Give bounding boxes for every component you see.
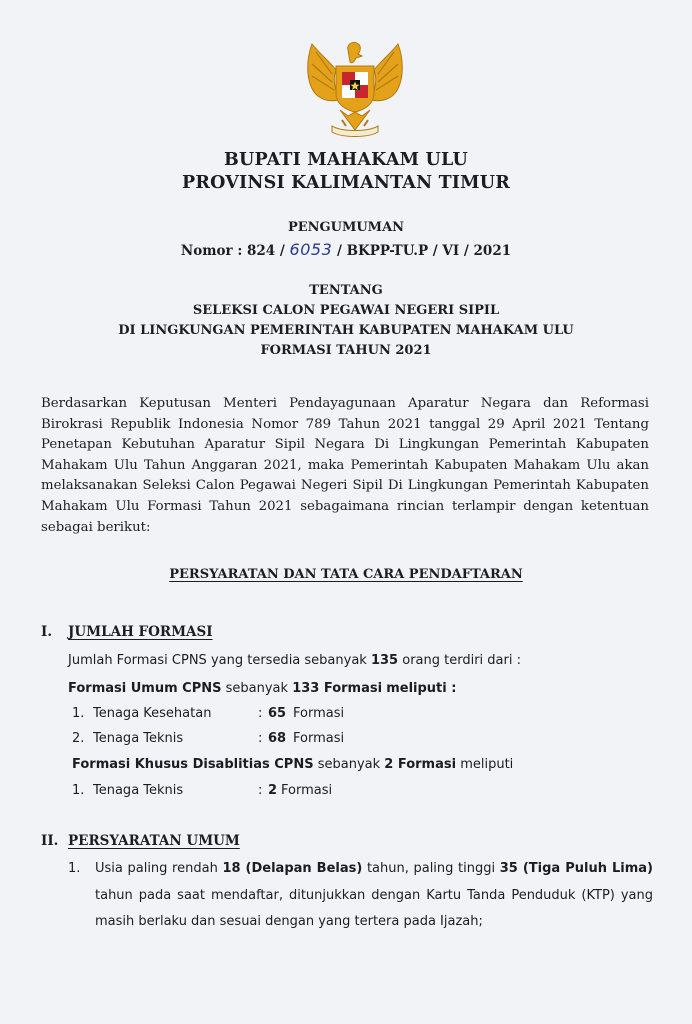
formasi-umum-line: Formasi Umum CPNS sebanyak 133 Formasi meliputi : bbox=[68, 681, 457, 696]
province-title: PROVINSI KALIMANTAN TIMUR bbox=[182, 173, 510, 193]
announcement-number bbox=[0, 240, 692, 259]
regent-title: BUPATI MAHAKAM ULU bbox=[224, 150, 468, 170]
announcement-label: PENGUMUMAN bbox=[287, 220, 405, 235]
garuda-emblem-icon bbox=[302, 40, 408, 142]
subject-line-3: FORMASI TAHUN 2021 bbox=[260, 343, 432, 358]
subject-tentang: TENTANG bbox=[309, 283, 383, 298]
subject-line-1: SELEKSI CALON PEGAWAI NEGERI SIPIL bbox=[192, 303, 500, 318]
subject-line-2: DI LINGKUNGAN PEMERINTAH KABUPATEN MAHAKAM ULU bbox=[118, 323, 574, 338]
formasi-intro: Jumlah Formasi CPNS yang tersedia sebanyak 135 orang terdiri dari : bbox=[68, 653, 521, 668]
section-1-title: JUMLAH FORMASI bbox=[68, 624, 213, 640]
section-2-numeral: II. bbox=[41, 833, 59, 849]
handwritten-number: 6053 bbox=[289, 240, 333, 259]
requirements-title: PERSYARATAN DAN TATA CARA PENDAFTARAN bbox=[169, 567, 523, 582]
body-paragraph: Berdasarkan Keputusan Menteri Pendayagunaan Aparatur Negara dan Reformasi Birokrasi Republik Indonesia Nomor 789 Tahun 2021 tanggal 29 April 2021 Tentang Penetapan Kebutuhan Aparatur Sipil Negara Di Lingkungan Pemerintah Kabupaten Mahakam Ulu Tahun Anggaran 2021, maka Pemerintah Kabupaten Mahakam Ulu akan melaksanakan Seleksi Calon Pegawai Negeri Sipil Di Lingkungan Pemerintah Kabupaten Mahakam Ulu Formasi Tahun 2021 sebagaimana rincian terlampir dengan ketentuan sebagai berikut: bbox=[41, 396, 649, 535]
section-2-title: PERSYARATAN UMUM bbox=[68, 833, 240, 849]
requirement-1-text: Usia paling rendah 18 (Delapan Belas) tahun, paling tinggi 35 (Tiga Puluh Lima) tahun pada saat mendaftar, ditunjukkan dengan Kartu Tanda Penduduk (KTP) yang masih berlaku dan sesuai dengan yang tertera pada Ijazah; bbox=[95, 861, 653, 930]
requirement-1-number: 1. bbox=[68, 861, 81, 876]
formasi-khusus-line: Formasi Khusus Disablitias CPNS sebanyak 2 Formasi meliputi bbox=[72, 757, 514, 772]
section-1-numeral: I. bbox=[41, 624, 53, 640]
number-prefix: Nomor : 824 / bbox=[180, 243, 285, 259]
number-suffix: / BKPP-TU.P / VI / 2021 bbox=[336, 243, 512, 259]
document-page: BUPATI MAHAKAM ULU PROVINSI KALIMANTAN TIMUR PENGUMUMAN Nomor : 824 / 6053 / BKPP-TU.P / VI / 2021 TENTANG SELEKSI CALON PEGAWAI NEGERI SIPIL DI LINGKUNGAN PEMERINTAH KABUPATEN MAHAKAM ULU FORMASI TAHUN 2021 Berdasarkan Keputusan Menteri Pendayagunaan Aparatur Negara dan Reformasi Birokrasi Republik Indonesia Nomor 789 Tahun 2021 tanggal 29 April 2021 Tentang Penetapan Kebutuhan Aparatur Sipil Negara Di Lingkungan Pemerintah Kabupaten Mahakam Ulu Tahun Anggaran 2021, maka Pemerintah Kabupaten Mahakam Ulu akan melaksanakan Seleksi Calon Pegawai Negeri Sipil Di Lingkungan Pemerintah Kabupaten Mahakam Ulu Formasi Tahun 2021 sebagaimana rincian terlampir dengan ketentuan sebagai berikut: PERSYARATAN DAN TATA CARA PENDAFTARAN I. JUMLAH FORMASI Jumlah Formasi CPNS yang tersedia sebanyak 135 orang terdiri dari : Formasi Umum CPNS sebanyak 133 Formasi meliputi : 1. Tenaga Kesehatan : 65 Formasi 2. Tenaga Teknis : 68 Formasi Formasi Khusus Disablitias CPNS sebanyak 2 Formasi meliputi 1. Tenaga Teknis : 2 Formasi II. PERSYARATAN UMUM 1. Usia paling rendah 18 (Delapan Belas) tahun, paling tinggi 35 (Tiga Puluh Lima) tahun pada saat mendaftar, ditunjukkan dengan Kartu Tanda Penduduk (KTP) yang masih berlaku dan sesuai dengan yang tertera pada Ijazah; bbox=[0, 0, 692, 1024]
